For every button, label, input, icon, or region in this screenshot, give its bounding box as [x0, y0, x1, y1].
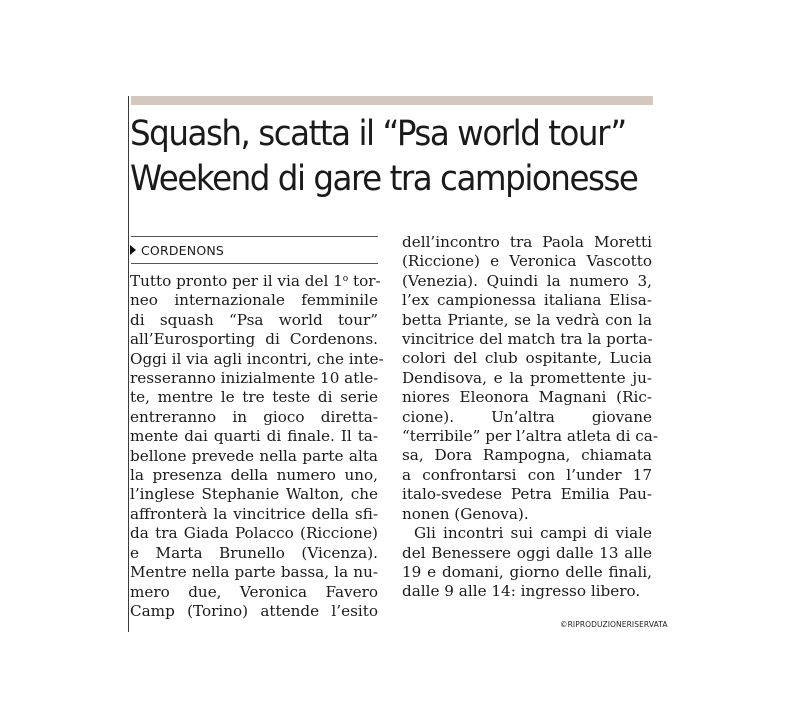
article-line: la presenza della numero uno, [130, 466, 378, 485]
article-line: (Venezia). Quindi la numero 3, [402, 271, 652, 290]
article-line [130, 272, 381, 291]
article-line: betta Priante, se la vedrà con la [402, 310, 652, 329]
article-line: dalle 9 alle 14: ingresso libero. [402, 582, 641, 601]
article-line: Dendisova, e la promettente ju- [402, 368, 652, 387]
dateline-top-rule [131, 236, 378, 237]
article-line: affronterà la vincitrice della sfi- [130, 504, 378, 523]
line-text: Tutto pronto per il via del 1 [130, 272, 343, 290]
article-column-2 [402, 233, 658, 602]
article-line: di squash “Psa world tour” [130, 310, 378, 329]
article-line: Camp (Torino) attende l’esito [130, 601, 378, 620]
article-line: “terribile” per l’altra atleta di ca- [402, 427, 658, 446]
article-line: sa, Dora Rampogna, chiamata [402, 446, 652, 465]
article-line: colori del club ospitante, Lucia [402, 349, 652, 368]
line-text: tor- [348, 272, 381, 290]
article-line: (Riccione) e Veronica Vascotto [402, 252, 652, 271]
article-line: bellone prevede nella parte alta [130, 446, 378, 465]
dateline [130, 241, 224, 259]
headline [130, 112, 638, 202]
dateline-text: CORDENONS [141, 242, 225, 258]
left-column-rule [128, 96, 129, 632]
article-line: l’ex campionessa italiana Elisa- [402, 291, 652, 310]
article-line: e Marta Brunello (Vicenza). [130, 543, 378, 562]
triangle-bullet-icon [130, 245, 136, 255]
article-line: mero due, Veronica Favero [130, 582, 378, 601]
article-line: vincitrice del match tra la porta- [402, 330, 653, 349]
article-line: resseranno inizialmente 10 atle- [130, 369, 379, 388]
top-color-bar [131, 96, 653, 105]
article-line: Oggi il via agli incontri, che inte- [130, 349, 384, 368]
article-column-1 [130, 272, 384, 621]
dateline-bottom-rule [131, 263, 378, 264]
article-line: Gli incontri sui campi di viale [414, 524, 652, 543]
article-line: italo-svedese Petra Emilia Pau- [402, 485, 652, 504]
article-line: niores Eleonora Magnani (Ric- [402, 388, 652, 407]
article-line: nonen (Genova). [402, 504, 529, 523]
article-line: del Benessere oggi dalle 13 alle [402, 543, 652, 562]
article-line: a confrontarsi con l’under 17 [402, 465, 652, 484]
copyright-credit: ©RIPRODUZIONERISERVATA [560, 620, 668, 629]
headline-line-2: Weekend di gare tra campionesse [130, 159, 638, 199]
ordinal-indicator: o [342, 274, 349, 284]
article-line: cione). Un’altra giovane [402, 407, 652, 426]
article-line: te, mentre le tre teste di serie [130, 388, 378, 407]
article-line: all’Eurosporting di Cordenons. [130, 330, 378, 349]
article-line: mente dai quarti di finale. Il ta- [130, 427, 378, 446]
article-line: 19 e domani, giorno delle finali, [402, 562, 652, 581]
article-line: l’inglese Stephanie Walton, che [130, 485, 378, 504]
article-line: dell’incontro tra Paola Moretti [402, 233, 652, 251]
article-line: Mentre nella parte bassa, la nu- [130, 563, 378, 582]
article-line: entreranno in gioco diretta- [130, 407, 378, 426]
headline-line-1: Squash, scatta il “Psa world tour” [130, 114, 626, 154]
article-line: da tra Giada Polacco (Riccione) [130, 524, 378, 543]
article-line: neo internazionale femminile [130, 291, 378, 310]
